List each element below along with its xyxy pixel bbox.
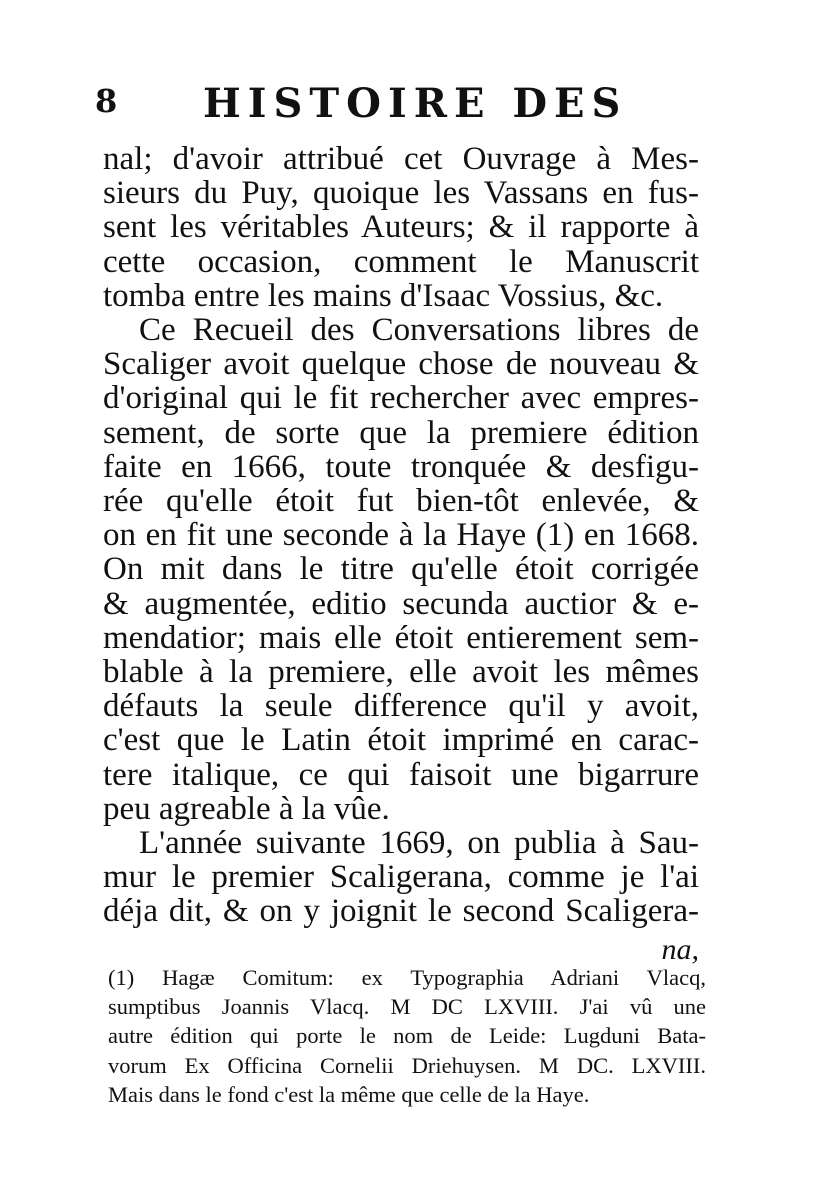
footnote-line: Mais dans le fond c'est la même que celle de la Haye. [108, 1081, 590, 1107]
page-number: 8 [95, 82, 118, 120]
catchword: na, [661, 932, 699, 966]
footnote-line: (1) Hagæ Comitum: ex Typographia Adriani Vlacq, [108, 965, 706, 990]
footnote-line: autre édition qui porte le nom de Leide: Lugduni Bata- [108, 1023, 706, 1049]
text-line: nal; d'avoir attribué cet Ouvrage à Mes- [103, 141, 699, 177]
footnote-line: vorum Ex Officina Cornelii Driehuysen. M DC. LXVIII. [108, 1052, 706, 1078]
text-line: déja dit, & on y joignit le second Scaligera- [103, 893, 699, 930]
text-line: tere italique, ce qui faisoit une bigarrure [103, 756, 699, 793]
text-line: c'est que le Latin étoit imprimé en carac- [103, 722, 699, 759]
text-line: blable à la premiere, elle avoit les mêmes [103, 654, 699, 691]
text-line: sieurs du Puy, quoique les Vassans en fus- [103, 175, 699, 212]
text-line: & augmentée, editio secunda auctior & e- [103, 585, 699, 622]
text-line: peu agreable à la vûe. [103, 790, 390, 827]
text-line: défauts la seule difference qu'il y avoit, [103, 688, 699, 725]
text-line: L'année suivante 1669, on publia à Sau- [139, 825, 699, 862]
text-line: cette occasion, comment le Manuscrit [103, 243, 699, 280]
text-line: mur le premier Scaligerana, comme je l'ai [103, 859, 699, 896]
footnote-line: sumptibus Joannis Vlacq. M DC LXVIII. J'ai vû une [108, 994, 706, 1020]
main-text [103, 142, 699, 969]
text-line: rée qu'elle étoit fut bien-tôt enlevée, & [103, 483, 699, 520]
page-header [95, 82, 715, 132]
text-line: Ce Recueil des Conversations libres de [139, 312, 699, 349]
running-title: HISTOIRE DES [203, 80, 628, 127]
text-line: tomba entre les mains d'Isaac Vossius, &c. [103, 277, 664, 314]
text-line: on en fit une seconde à la Haye (1) en 1668. [103, 517, 699, 554]
text-line: sement, de sorte que la premiere édition [103, 414, 699, 451]
text-line: sent les véritables Auteurs; & il rapporte à [103, 209, 699, 246]
text-line: faite en 1666, toute tronquée & desfigu- [103, 448, 699, 485]
text-line: mendatior; mais elle étoit entierement sem- [103, 619, 699, 656]
footnote [108, 963, 706, 1109]
text-line: On mit dans le titre qu'elle étoit corrigée [103, 551, 699, 588]
text-line: Scaliger avoit quelque chose de nouveau & [103, 346, 699, 383]
text-line: d'original qui le fit rechercher avec empres- [103, 380, 699, 417]
